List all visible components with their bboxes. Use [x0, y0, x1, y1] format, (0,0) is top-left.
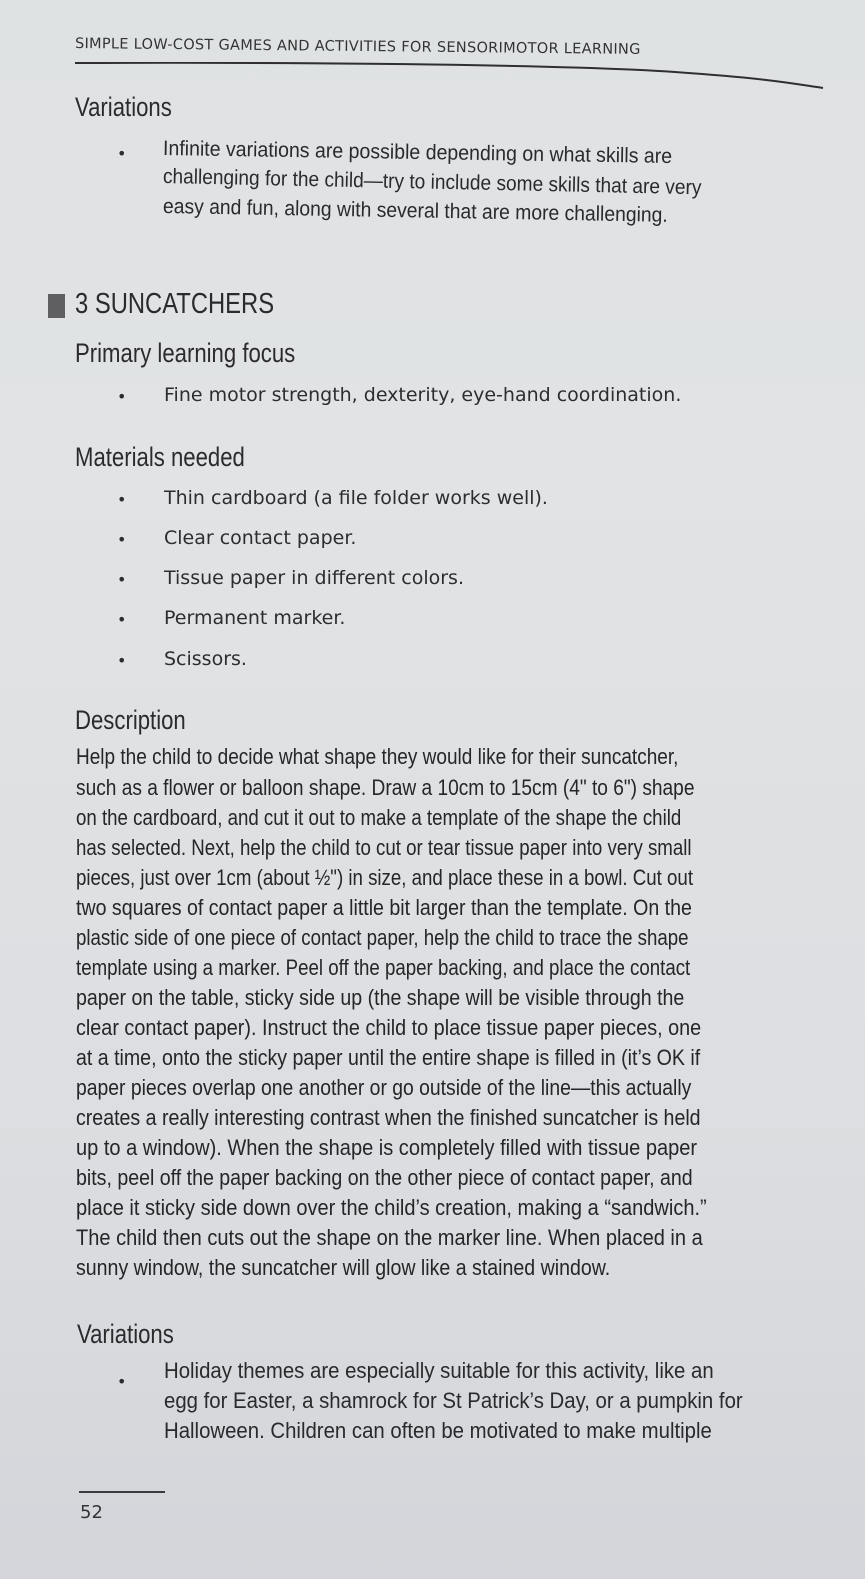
- material-text: Permanent marker.: [164, 607, 346, 629]
- variation-line: Holiday themes are especially suitable for this activity, like an: [164, 1358, 714, 1383]
- running-header: SIMPLE LOW-COST GAMES AND ACTIVITIES FOR SENSORIMOTOR LEARNING: [74, 36, 641, 58]
- material-text: Tissue paper in different colors.: [164, 567, 464, 589]
- description-line: paper pieces overlap one another or go outside of the line—this actually: [76, 1075, 692, 1100]
- material-text: Scissors.: [164, 648, 247, 670]
- variation-line: challenging for the child—try to include some skills that are very: [162, 165, 702, 200]
- description-line: plastic side of one piece of contact paper, help the child to trace the shape: [76, 925, 689, 950]
- description-line: up to a window). When the shape is completely filled with tissue paper: [76, 1135, 698, 1160]
- description-line: pieces, just over 1cm (about ½") in size, and place these in a bowl. Cut out: [76, 865, 694, 890]
- description-line: paper on the table, sticky side up (the shape will be visible through the: [76, 985, 685, 1010]
- material-text: Thin cardboard (a file folder works well).: [164, 487, 548, 509]
- bullet-icon: •: [117, 387, 127, 406]
- variation-line: Infinite variations are possible depending on what skills are: [162, 137, 673, 168]
- header-rule: [75, 62, 825, 92]
- bullet-icon: •: [117, 530, 127, 549]
- description-line: The child then cuts out the shape on the marker line. When placed in a: [76, 1225, 703, 1250]
- variation-line: easy and fun, along with several that are more challenging.: [162, 195, 668, 227]
- variations-heading: Variations: [77, 1319, 174, 1349]
- description-line: place it sticky side down over the child’s creation, making a “sandwich.”: [76, 1195, 707, 1220]
- description-line: bits, peel off the paper backing on the other piece of contact paper, and: [76, 1165, 693, 1190]
- description-heading: Description: [75, 705, 186, 735]
- description-line: template using a marker. Peel off the paper backing, and place the contact: [76, 955, 691, 980]
- bullet-icon: •: [117, 610, 127, 629]
- description-line: creates a really interesting contrast when the finished suncatcher is held: [76, 1105, 701, 1130]
- variations-heading-prev: Variations: [75, 92, 172, 122]
- primary-focus-heading: Primary learning focus: [75, 338, 296, 368]
- bullet-icon: •: [117, 1372, 127, 1391]
- description-line: such as a flower or balloon shape. Draw a 10cm to 15cm (4" to 6") shape: [76, 775, 695, 800]
- section-title: 3 SUNCATCHERS: [75, 288, 275, 320]
- description-line: sunny window, the suncatcher will glow like a stained window.: [76, 1255, 611, 1280]
- description-line: clear contact paper). Instruct the child to place tissue paper pieces, one: [76, 1015, 702, 1040]
- description-line: two squares of contact paper a little bit larger than the template. On the: [76, 895, 692, 920]
- section-marker-icon: [48, 294, 65, 318]
- bullet-icon: •: [117, 144, 127, 163]
- bullet-icon: •: [117, 490, 127, 509]
- variation-line: egg for Easter, a shamrock for St Patrick’s Day, or a pumpkin for: [164, 1388, 743, 1413]
- material-text: Clear contact paper.: [164, 527, 357, 549]
- variation-line: Halloween. Children can often be motivated to make multiple: [164, 1418, 712, 1443]
- description-line: Help the child to decide what shape they would like for their suncatcher,: [76, 744, 679, 769]
- bullet-icon: •: [117, 570, 127, 589]
- description-line: has selected. Next, help the child to cut or tear tissue paper into very small: [76, 835, 692, 860]
- description-line: on the cardboard, and cut it out to make a template of the shape the child: [76, 805, 682, 830]
- footer-rule: [79, 1491, 165, 1493]
- page-number: 52: [80, 1502, 103, 1523]
- focus-text: Fine motor strength, dexterity, eye-hand coordination.: [164, 384, 682, 406]
- materials-heading: Materials needed: [75, 442, 245, 472]
- description-line: at a time, onto the sticky paper until the entire shape is filled in (it’s OK if: [76, 1045, 701, 1070]
- bullet-icon: •: [117, 651, 127, 670]
